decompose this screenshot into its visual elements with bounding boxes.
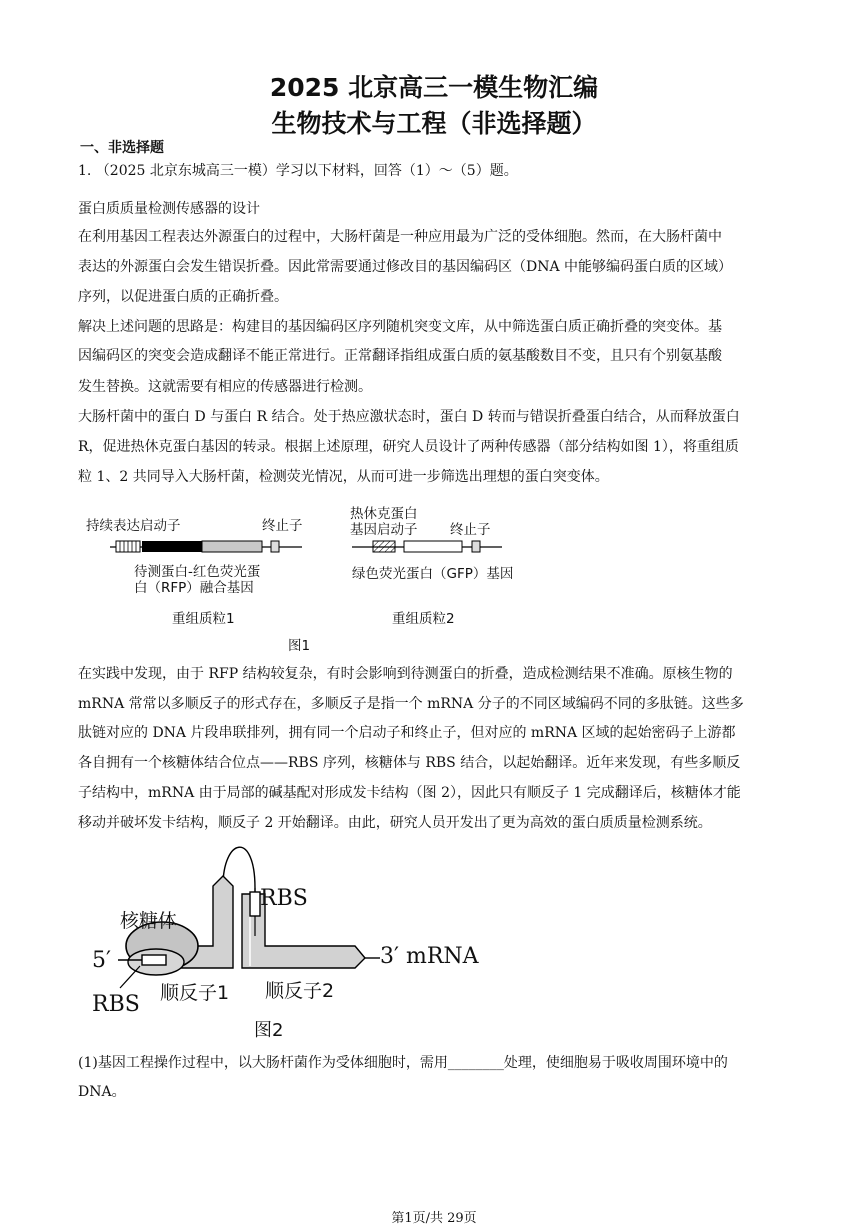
- plasmid1-promoter-block: [142, 541, 202, 552]
- figure2-caption: 图2: [254, 1020, 284, 1041]
- section-heading: 一、非选择题: [80, 140, 164, 156]
- rbs-top-label: RBS: [260, 886, 308, 911]
- page-title-line2: 生物技术与工程（非选择题）: [271, 109, 597, 138]
- paragraph-line: 子结构中，mRNA 由于局部的碱基配对形成发卡结构（图 2），因此只有顺反子 1 完成翻译后，核糖体才能: [78, 785, 741, 801]
- paragraph-line: 发生替换。这就需要有相应的传感器进行检测。: [78, 379, 372, 395]
- paragraph-line: 因编码区的突变会造成翻译不能正常进行。正常翻译指组成蛋白质的氨基酸数目不变，且只有个别氨基酸: [78, 348, 722, 364]
- plasmid1-gene-label-line1: 待测蛋白-红色荧光蛋: [134, 564, 261, 580]
- paragraph-line: 肽链对应的 DNA 片段串联排列，拥有同一个启动子和终止子，但对应的 mRNA 区域的起始密码子上游都: [78, 725, 736, 741]
- rbs-top-box: [250, 892, 260, 916]
- plasmid1-name: 重组质粒1: [172, 611, 235, 627]
- rbs-bottom-box: [142, 955, 166, 965]
- question-number-line: 1. （2025 北京东城高三一模）学习以下材料，回答（1）～（5）题。: [78, 163, 518, 179]
- figure1-caption: 图1: [288, 638, 311, 654]
- three-prime-mrna-label: 3′ mRNA: [380, 944, 479, 969]
- rbs-bottom-label: RBS: [92, 992, 140, 1017]
- page-footer: 第1页/共 29页: [391, 1211, 477, 1226]
- paragraph-line: 在利用基因工程表达外源蛋白的过程中，大肠杆菌是一种应用最为广泛的受体细胞。然而，在大肠杆菌中: [78, 229, 722, 245]
- plasmid2-gfp-gene-block: [404, 541, 462, 552]
- paragraph-line: 大肠杆菌中的蛋白 D 与蛋白 R 结合。处于热应激状态时，蛋白 D 转而与错误折叠蛋白结合，从而释放蛋白: [78, 409, 740, 425]
- cistron2-label: 顺反子2: [265, 980, 335, 1002]
- figure2: [80, 838, 520, 1043]
- paragraph-line: 序列，以促进蛋白质的正确折叠。: [78, 289, 288, 305]
- rbs-bottom-pointer: [120, 966, 140, 988]
- plasmid2-promoter-label-line1: 热休克蛋白: [350, 506, 418, 522]
- page-title-line1: 2025 北京高三一模生物汇编: [269, 73, 599, 102]
- paragraph-line: R，促进热休克蛋白基因的转录。根据上述原理，研究人员设计了两种传感器（部分结构如图 1），将重组质: [78, 439, 739, 455]
- plasmid2-promoter-label-line2: 基因启动子: [350, 522, 418, 538]
- plasmid1-terminator-label: 终止子: [262, 518, 303, 534]
- ribosome-label: 核糖体: [120, 910, 178, 932]
- paragraph-line: 在实践中发现，由于 RFP 结构较复杂，有时会影响到待测蛋白的折叠，造成检测结果不准确。原核生物的: [78, 666, 733, 682]
- plasmid1-promoter-label: 持续表达启动子: [86, 518, 181, 534]
- plasmid2-terminator-block: [472, 541, 480, 552]
- plasmid1-gene-label-line2: 白（RFP）融合基因: [134, 580, 254, 596]
- cistron1-label: 顺反子1: [160, 982, 230, 1004]
- five-prime-label: 5′: [92, 948, 111, 973]
- paragraph-line: mRNA 常常以多顺反子的形式存在，多顺反子是指一个 mRNA 分子的不同区域编码不同的多肽链。这些多: [78, 696, 744, 712]
- subquestion-1-line1: (1)基因工程操作过程中，以大肠杆菌作为受体细胞时，需用________处理，使细胞易于吸收周围环境中的: [78, 1055, 728, 1071]
- figure2-hairpin-diagram: [80, 838, 520, 1043]
- subquestion-1-line2: DNA。: [78, 1084, 126, 1100]
- plasmid1-terminator-block: [271, 541, 279, 552]
- plasmid2-gene-label: 绿色荧光蛋白（GFP）基因: [352, 566, 514, 582]
- paragraph-line: 解决上述问题的思路是：构建目的基因编码区序列随机突变文库，从中筛选蛋白质正确折叠的突变体。基: [78, 319, 722, 335]
- paragraph-line: 各自拥有一个核糖体结合位点——RBS 序列，核糖体与 RBS 结合，以起始翻译。近年来发现，有些多顺反: [78, 755, 741, 771]
- plasmid2-name: 重组质粒2: [392, 611, 455, 627]
- paragraph-line: 移动并破坏发卡结构，顺反子 2 开始翻译。由此，研究人员开发出了更为高效的蛋白质质量检测系统。: [78, 815, 712, 831]
- plasmid1-fusion-gene-block: [202, 541, 262, 552]
- paragraph-line: 表达的外源蛋白会发生错误折叠。因此常需要通过修改目的基因编码区（DNA 中能够编码蛋白质的区域）: [78, 259, 733, 275]
- figure1: [80, 500, 560, 660]
- plasmid2-promoter-block: [373, 541, 395, 552]
- plasmid2-terminator-label: 终止子: [450, 522, 491, 538]
- passage-title: 蛋白质质量检测传感器的设计: [78, 201, 260, 217]
- paragraph-line: 粒 1、2 共同导入大肠杆菌，检测荧光情况，从而可进一步筛选出理想的蛋白突变体。: [78, 469, 609, 485]
